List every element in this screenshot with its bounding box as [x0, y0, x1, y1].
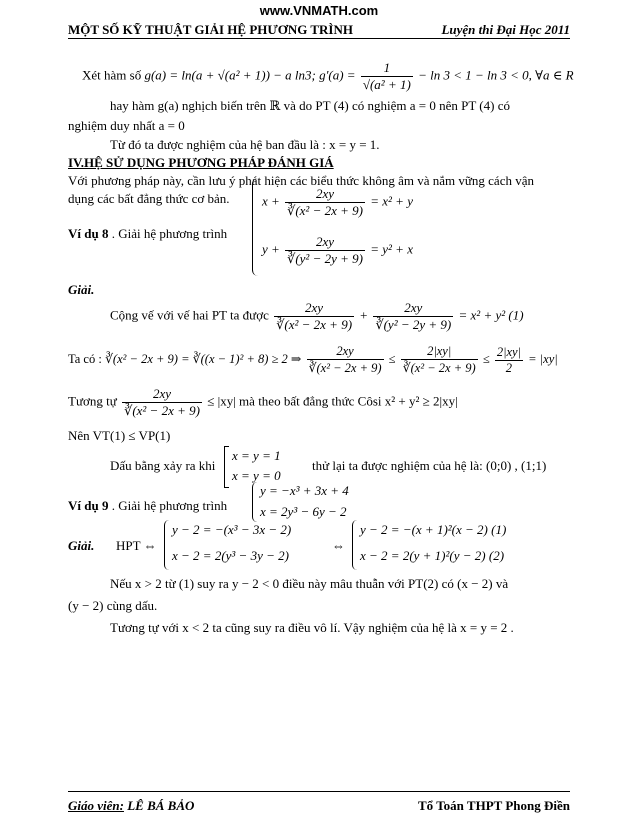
denominator: ∛(x² − 2x + 9) [402, 361, 476, 375]
paragraph-line: Nếu x > 2 từ (1) suy ra y − 2 < 0 điều này mâu thuẫn với PT(2) có (x − 2) và [110, 576, 509, 591]
numerator: 2xy [285, 234, 365, 251]
ex9-equation-2: x = 2y³ − 6y − 2 [260, 504, 347, 519]
fraction [495, 345, 523, 376]
line-estimate [68, 344, 558, 376]
system-brace [164, 520, 170, 570]
text: Ta có : [68, 351, 102, 366]
section-heading: IV.HỆ SỬ DỤNG PHƯƠNG PHÁP ĐÁNH GIÁ [68, 155, 334, 170]
math-expression: = |xy| [528, 351, 558, 366]
system2-equation-1: y − 2 = −(x + 1)²(x − 2) (1) [360, 522, 507, 537]
system1-equation-1: y − 2 = −(x³ − 3x − 2) [172, 522, 292, 537]
case-2: x = y = 0 [232, 468, 281, 483]
ex9-equation-1: y = −x³ + 3x + 4 [260, 483, 349, 498]
system1-equation-2: x − 2 = 2(y³ − 3y − 2) [172, 548, 289, 563]
fraction [307, 344, 384, 376]
fraction [401, 344, 478, 376]
paragraph-line: Từ đó ta được nghiệm của hệ ban đầu là : x = y = 1. [110, 137, 380, 152]
denominator: ∛(y² − 2y + 9) [375, 317, 452, 332]
solution-heading: Giải. [68, 538, 95, 553]
example-text: . Giải hệ phương trình [111, 498, 228, 513]
paragraph-line: Nên VT(1) ≤ VP(1) [68, 428, 171, 443]
fraction [285, 186, 365, 219]
numerator: 2xy [373, 300, 453, 317]
numerator: 1 [361, 60, 413, 77]
text: Cộng vế với vế hai PT ta được [110, 307, 269, 323]
text: Xét hàm số [82, 67, 142, 83]
paragraph-line: Với phương pháp này, cần lưu ý phát hiện các biểu thức không âm và nắm vững cách vận [68, 173, 534, 188]
case-1: x = y = 1 [232, 448, 281, 463]
ex8-equation-2 [262, 234, 413, 267]
denominator: 2 [505, 360, 513, 375]
ex8-equation-1 [262, 186, 413, 219]
example-9-heading [68, 498, 227, 514]
example-8-heading [68, 226, 227, 242]
example-text: . Giải hệ phương trình [111, 226, 228, 241]
denominator: ∛(x² − 2x + 9) [124, 403, 200, 418]
numerator: 2|xy| [496, 344, 522, 359]
header-course: Luyện thi Đại Học 2011 [441, 22, 570, 37]
fraction [274, 300, 354, 333]
solution-heading: Giải. [68, 282, 95, 297]
page-footer [68, 791, 570, 816]
system2-equation-2: x − 2 = 2(y + 1)²(y − 2) (2) [360, 548, 505, 563]
teacher-info [68, 798, 194, 814]
system-brace [352, 520, 358, 570]
line-sum-equations [110, 300, 524, 333]
example-label: Ví dụ 9 [68, 498, 109, 513]
site-watermark: www.VNMATH.com [259, 3, 379, 18]
rhs: = x² + y [370, 193, 413, 209]
math-expression: − ln 3 < 1 − ln 3 < 0, ∀a ∈ R [418, 67, 574, 83]
math-expression: g(a) = ln(a + √(a² + 1)) − a ln3; g'(a) = [144, 67, 356, 83]
denominator: ∛(y² − 2y + 9) [287, 251, 363, 266]
math-expression: ∛(x² − 2x + 9) = ∛((x − 1)² + 8) ≥ 2 ⇒ [104, 351, 302, 366]
lhs: x + [262, 193, 280, 209]
page-header [68, 20, 570, 39]
lhs: y + [262, 241, 280, 257]
numerator: 2xy [274, 300, 354, 317]
system-brace [252, 482, 258, 522]
example-label: Ví dụ 8 [68, 226, 109, 241]
teacher-label: Giáo viên: [68, 798, 124, 813]
teacher-name: LÊ BÁ BẢO [127, 798, 195, 813]
paragraph-line: dụng các bất đẳng thức cơ bản. [68, 191, 230, 206]
line-equality-result: thử lại ta được nghiệm của hệ là: (0;0) , (1;1) [312, 458, 547, 473]
hpt-equivalent: HPT ⇔ [116, 538, 157, 553]
numerator: 2|xy| [401, 344, 478, 360]
text: Tương tự [68, 393, 117, 409]
numerator: 2xy [122, 386, 202, 403]
denominator: ∛(x² − 2x + 9) [276, 317, 353, 332]
paragraph-line: Tương tự với x < 2 ta cũng suy ra điều vô lí. Vậy nghiệm của hệ là x = y = 2 . [110, 620, 514, 635]
numerator: 2xy [285, 186, 365, 203]
rhs: = y² + x [370, 241, 413, 257]
equivalent-arrow: ⇔ [332, 538, 345, 553]
paragraph-line: nghiệm duy nhất a = 0 [68, 118, 185, 133]
line-function-def [82, 60, 574, 93]
line-equality-text: Dấu bằng xảy ra khi [110, 458, 216, 473]
school-name: Tổ Toán THPT Phong Điền [418, 798, 570, 813]
numerator: 2xy [307, 344, 384, 360]
case-bracket [224, 446, 229, 488]
le-sign: ≤ [482, 351, 490, 366]
paragraph-line: hay hàm g(a) nghịch biến trên ℝ và do PT (4) có nghiệm a = 0 nên PT (4) có [110, 98, 510, 113]
le-sign: ≤ [388, 351, 396, 366]
fraction [285, 234, 365, 267]
plus-sign: + [359, 307, 369, 323]
math-expression: ≤ |xy| mà theo bất đẳng thức Côsi x² + y² ≥ 2|xy| [207, 393, 458, 409]
line-similarly [68, 386, 458, 419]
fraction [122, 386, 202, 419]
denominator: √(a² + 1) [362, 77, 411, 92]
denominator: ∛(x² − 2x + 9) [308, 361, 382, 375]
header-title: MỘT SỐ KỸ THUẬT GIẢI HỆ PHƯƠNG TRÌNH [68, 22, 353, 37]
system-brace [252, 178, 259, 276]
fraction [373, 300, 453, 333]
paragraph-line: (y − 2) cùng dấu. [68, 598, 158, 613]
fraction [361, 60, 413, 93]
rhs: = x² + y² (1) [458, 307, 524, 323]
denominator: ∛(x² − 2x + 9) [287, 203, 363, 218]
